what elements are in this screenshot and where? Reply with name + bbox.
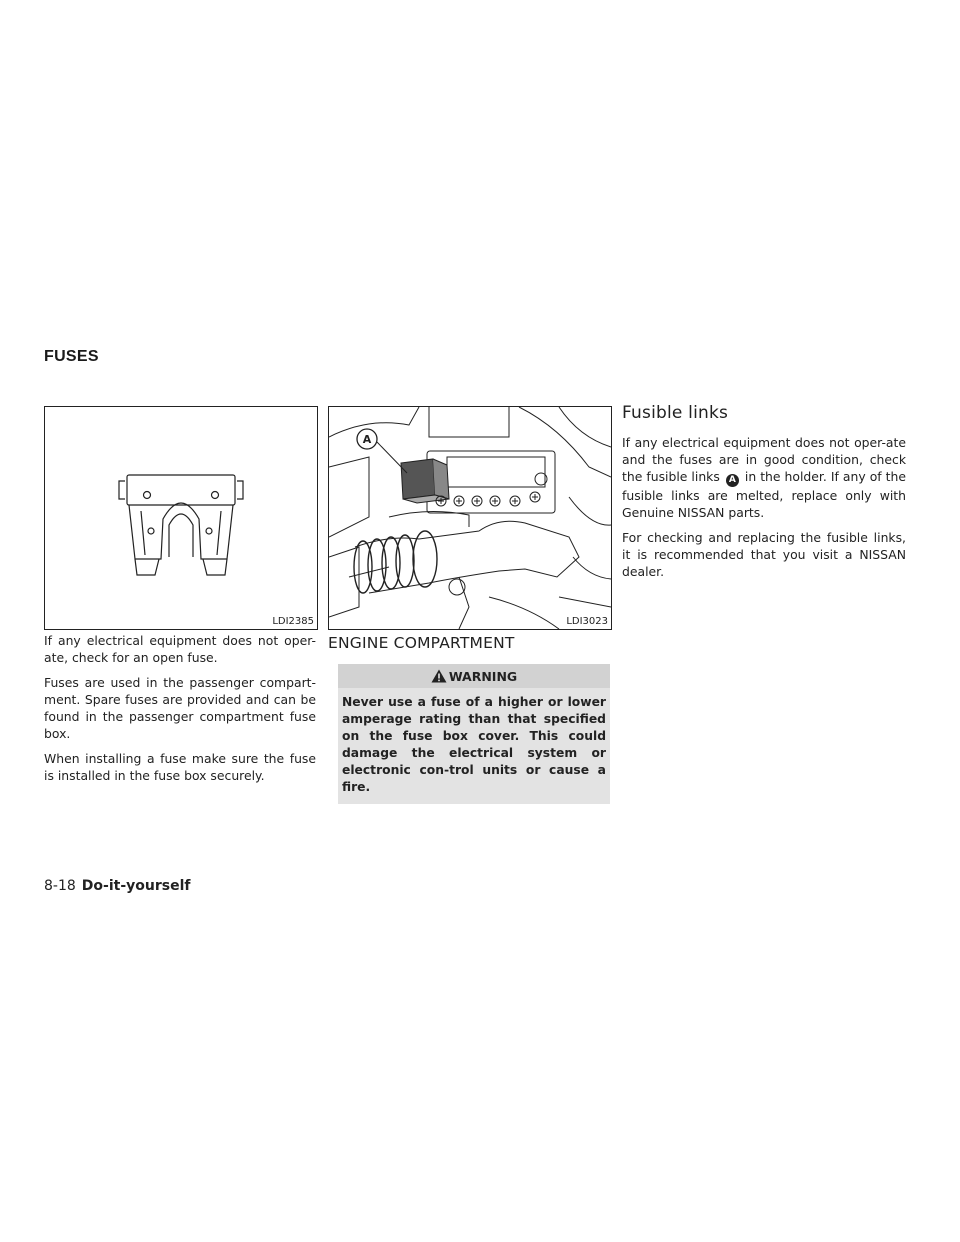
warning-text: Never use a fuse of a higher or lower amperage rating than that specified on the fuse box cover. This could damage the electrical system or electronic con-trol units or cause a fire. (342, 695, 606, 794)
paragraph: Fuses are used in the passenger compart-ment. Spare fuses are provided and can be found in the passenger compartment fuse box. (44, 675, 316, 741)
warning-triangle-icon (431, 669, 447, 683)
warning-header (338, 664, 610, 688)
section-title: FUSES (44, 348, 99, 365)
callout-a-icon: A (726, 474, 739, 487)
paragraph-segment: If any electrical equipment does not oper-ate and the fuses are in good condition, check the fusible links (622, 435, 906, 484)
figure-code: LDI2385 (272, 616, 314, 627)
paragraph-segment: in the holder. If any of the fusible links are melted, replace only with Genuine NISSAN parts. (622, 469, 906, 520)
paragraph: For checking and replacing the fusible links, it is recommended that you visit a NISSAN dealer. (622, 530, 906, 579)
fuse-figure (44, 406, 318, 630)
paragraph: When installing a fuse make sure the fuse is installed in the fuse box securely. (44, 751, 316, 783)
page-number: 8-18 (44, 878, 76, 894)
figure-code: LDI3023 (566, 616, 608, 627)
warning-label: WARNING (448, 668, 518, 684)
fusible-links-heading: Fusible links (622, 403, 729, 423)
warning-box (338, 664, 610, 804)
right-column-text (622, 434, 906, 588)
engine-compartment-heading: ENGINE COMPARTMENT (328, 634, 515, 652)
blade-fuse-illustration (45, 407, 317, 629)
engine-compartment-illustration (329, 407, 611, 629)
callout-a-label: A (362, 433, 372, 446)
paragraph: If any electrical equipment does not oper-ate, check for an open fuse. (44, 633, 316, 665)
engine-compartment-figure (328, 406, 612, 630)
paragraph (622, 434, 906, 521)
left-column-text (44, 632, 316, 792)
chapter-title: Do-it-yourself (81, 878, 191, 894)
page-footer (44, 878, 190, 894)
